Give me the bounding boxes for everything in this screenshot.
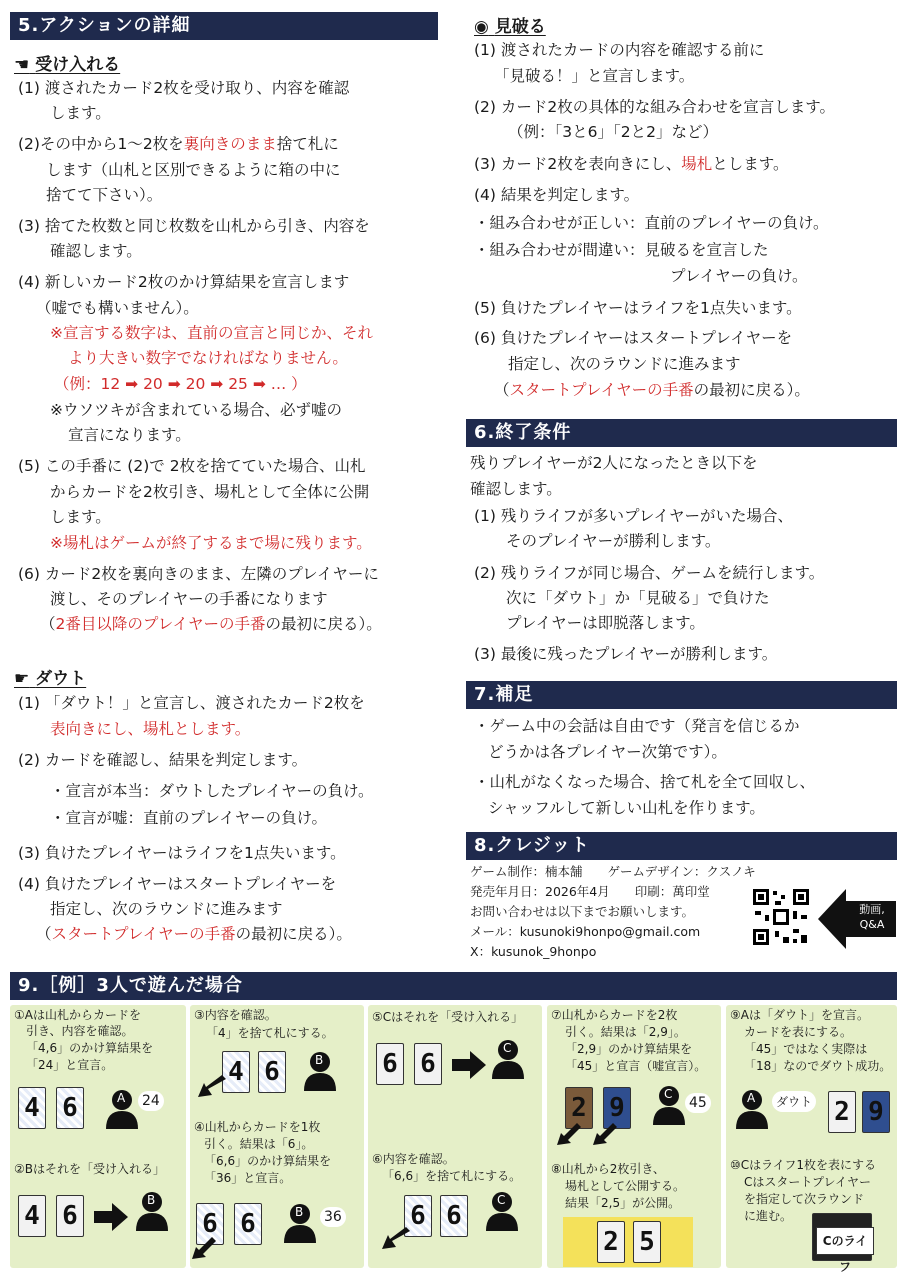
card: 6 [196, 1203, 224, 1245]
card: 9 [862, 1091, 890, 1133]
player-c-icon: C [651, 1085, 687, 1125]
player-b-icon: B [282, 1203, 318, 1243]
eye-icon: ◉ [474, 17, 489, 37]
player-c-icon: C [484, 1191, 520, 1231]
draw-arrow-icon [593, 1123, 617, 1149]
section8-header: 8.クレジット [466, 832, 897, 860]
example-panel-2: ③内容を確認。 「4」を捨て札にする。 4 6 B ④山札からカードを1枚 引く。結果は「6」。 「6,6」のかけ算結果を 「36」と宣言。 6 6 B 36 [190, 1005, 364, 1268]
declared-number: 45 [685, 1093, 711, 1113]
life-card-label: Cのライフ [816, 1227, 874, 1255]
hand-icon: ☚ [14, 55, 30, 75]
card: 6 [414, 1043, 442, 1085]
card: 6 [440, 1195, 468, 1237]
right-arrow-icon [94, 1203, 128, 1235]
qr-code[interactable] [751, 887, 811, 947]
player-b-icon: B [134, 1191, 170, 1231]
card: 6 [404, 1195, 432, 1237]
card: 6 [56, 1087, 84, 1129]
card: 4 [18, 1195, 46, 1237]
doubt-subtitle: ☛ ダウト [14, 669, 87, 689]
field-cards-area [563, 1217, 693, 1267]
card: 2 [597, 1221, 625, 1263]
discard-arrow-icon [198, 1075, 226, 1103]
player-a-icon: A [734, 1089, 770, 1129]
pointing-hand-icon: ☛ [14, 669, 30, 689]
declared-number: 24 [138, 1091, 164, 1111]
declared-number: 36 [320, 1207, 346, 1227]
section5-header: 5.アクションの詳細 [10, 12, 438, 40]
player-b-icon: B [302, 1051, 338, 1091]
speech-doubt: ダウト [772, 1091, 816, 1112]
section6-header: 6.終了条件 [466, 419, 897, 447]
draw-arrow-icon [192, 1237, 216, 1263]
draw-arrow-icon [557, 1123, 581, 1149]
see-subtitle: ◉ 見破る [474, 17, 546, 37]
accept-subtitle: ☚ 受け入れる [14, 55, 121, 75]
qa-label-video: 動画, [859, 903, 885, 916]
example-panel-4: ⑦山札からカードを2枚 引く。結果は「2,9」。 「2,9」のかけ算結果を 「45」と宣言（嘘宣言）。 2 9 C 45 ⑧山札から2枚引き、 場札として公開する。 結果「2,5」が公開。 2 5 [547, 1005, 721, 1268]
card: 6 [376, 1043, 404, 1085]
card: 4 [18, 1087, 46, 1129]
card: 6 [234, 1203, 262, 1245]
card: 6 [56, 1195, 84, 1237]
example-panel-1: ①Aは山札からカードを 引き、内容を確認。 「4,6」のかけ算結果を 「24」と宣言。 4 6 A 24 ②Bはそれを「受け入れる」 4 6 B [10, 1005, 186, 1268]
section7-header: 7.補足 [466, 681, 897, 709]
qa-label-qa: Q&A [859, 918, 885, 931]
card: 4 [222, 1051, 250, 1093]
right-arrow-icon [452, 1051, 486, 1083]
card: 9 [603, 1087, 631, 1129]
card: 2 [828, 1091, 856, 1133]
example-panel-5: ⑨Aは「ダウト」を宣言。 カードを表にする。 「45」ではなく実際は 「18」なのでダウト成功。 A ダウト 2 9 ⑩Cはライフ1枚を表にする Cはスタートプレイヤー を指定して次ラウンド に進む。 Cのライフ [726, 1005, 897, 1268]
card: 6 [258, 1051, 286, 1093]
card: 2 [565, 1087, 593, 1129]
section9-header: 9.［例］3人で遊んだ場合 [10, 972, 897, 1000]
example-panel-3: ⑤Cはそれを「受け入れる」 6 6 C ⑥内容を確認。 「6,6」を捨て札にする。 6 6 C [368, 1005, 542, 1268]
player-a-icon: A [104, 1089, 140, 1129]
player-c-icon: C [490, 1039, 526, 1079]
card: 5 [633, 1221, 661, 1263]
discard-arrow-icon [382, 1227, 410, 1255]
video-qa-arrow[interactable] [818, 887, 898, 951]
